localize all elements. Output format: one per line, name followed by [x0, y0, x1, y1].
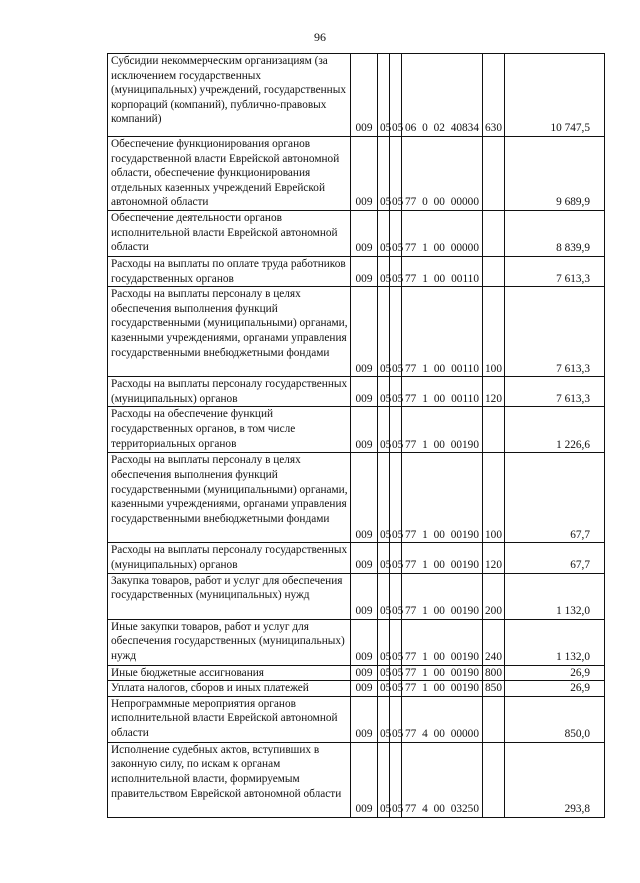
- target-article-code: [402, 407, 483, 453]
- target-article-subprogram: 1: [422, 362, 428, 375]
- expense-name: Уплата налогов, сборов и иных платежей: [108, 681, 351, 697]
- expense-name: Иные бюджетные ассигнования: [108, 665, 351, 681]
- amount: 850,0: [505, 696, 605, 742]
- expense-type-code: 120: [483, 543, 505, 573]
- expense-type-code: [483, 407, 505, 453]
- target-article-code: [402, 377, 483, 407]
- amount: 7 613,3: [505, 377, 605, 407]
- target-article-subprogram: 1: [422, 558, 428, 571]
- target-article-subprogram: 4: [422, 728, 428, 741]
- subsection-code: 05: [390, 696, 402, 742]
- target-article-event: 00: [433, 272, 446, 285]
- section-code: 05: [378, 696, 390, 742]
- target-article-subprogram: 1: [422, 438, 428, 451]
- table-row: [108, 287, 605, 377]
- target-article-direction: 00190: [450, 682, 479, 695]
- amount: 26,9: [505, 681, 605, 697]
- expense-type-code: [483, 742, 505, 817]
- section-code: 05: [378, 54, 390, 137]
- target-article-direction: 00110: [451, 272, 479, 285]
- target-article-event: 02: [433, 122, 445, 135]
- table-row: [108, 619, 605, 665]
- target-article-direction: 00000: [450, 242, 479, 255]
- target-article-event: 00: [433, 392, 446, 405]
- target-article-direction: 00190: [450, 650, 479, 663]
- expense-type-code: 100: [483, 453, 505, 543]
- table-row: [108, 210, 605, 256]
- amount: 10 747,5: [505, 54, 605, 137]
- target-article-program: 77: [405, 362, 417, 375]
- ved-code: 009: [351, 543, 378, 573]
- table-row: [108, 696, 605, 742]
- section-code: 05: [378, 287, 390, 377]
- section-code: 05: [378, 210, 390, 256]
- expense-type-code: 100: [483, 287, 505, 377]
- expense-name: Расходы на выплаты персоналу государственных (муниципальных) органов: [108, 377, 351, 407]
- table-row: [108, 137, 605, 211]
- ved-code: 009: [351, 407, 378, 453]
- target-article-event: 00: [433, 803, 445, 816]
- target-article-program: 77: [405, 604, 417, 617]
- amount: 7 613,3: [505, 287, 605, 377]
- expense-name: Субсидии некоммерческим организациям (за исключением государственных (муниципальных) учреждений, государственных корпораций (компаний), публично-правовых компаний): [108, 54, 351, 137]
- expense-type-code: [483, 256, 505, 286]
- target-article-direction: 00190: [450, 438, 479, 451]
- target-article-code: [402, 696, 483, 742]
- target-article-event: 00: [433, 558, 445, 571]
- section-code: 05: [378, 377, 390, 407]
- target-article-direction: 03250: [450, 803, 479, 816]
- expense-type-code: 200: [483, 573, 505, 619]
- expense-name: Исполнение судебных актов, вступивших в законную силу, по искам к органам исполнительной власти, формируемым правительством Еврейской автономной области: [108, 742, 351, 817]
- table-row: [108, 256, 605, 286]
- ved-code: 009: [351, 256, 378, 286]
- table-row: [108, 681, 605, 697]
- section-code: 05: [378, 256, 390, 286]
- expense-name: Расходы на обеспечение функций государственных органов, в том числе территориальных органов: [108, 407, 351, 453]
- section-code: 05: [378, 543, 390, 573]
- target-article-code: [402, 453, 483, 543]
- target-article-subprogram: 4: [422, 803, 428, 816]
- target-article-direction: 00000: [450, 728, 479, 741]
- expense-type-code: [483, 137, 505, 211]
- ved-code: 009: [351, 287, 378, 377]
- target-article-subprogram: 1: [422, 242, 428, 255]
- ved-code: 009: [351, 742, 378, 817]
- target-article-subprogram: 1: [422, 392, 428, 405]
- section-code: 05: [378, 407, 390, 453]
- expense-type-code: 850: [483, 681, 505, 697]
- subsection-code: 05: [390, 619, 402, 665]
- amount: 1 132,0: [505, 573, 605, 619]
- target-article-subprogram: 1: [422, 528, 428, 541]
- subsection-code: 05: [390, 137, 402, 211]
- expense-type-code: 240: [483, 619, 505, 665]
- target-article-program: 77: [405, 728, 417, 741]
- target-article-code: [402, 742, 483, 817]
- target-article-subprogram: 1: [422, 682, 428, 695]
- expense-name: Закупка товаров, работ и услуг для обеспечения государственных (муниципальных) нужд: [108, 573, 351, 619]
- target-article-direction: 00190: [450, 528, 479, 541]
- target-article-event: 00: [433, 438, 445, 451]
- target-article-event: 00: [433, 666, 445, 679]
- target-article-code: [402, 665, 483, 681]
- expense-name: Расходы на выплаты персоналу государственных (муниципальных) органов: [108, 543, 351, 573]
- section-code: 05: [378, 619, 390, 665]
- ved-code: 009: [351, 54, 378, 137]
- target-article-program: 77: [405, 558, 417, 571]
- target-article-code: [402, 256, 483, 286]
- target-article-subprogram: 0: [422, 196, 428, 209]
- section-code: 05: [378, 453, 390, 543]
- ved-code: 009: [351, 573, 378, 619]
- target-article-code: [402, 681, 483, 697]
- target-article-event: 00: [433, 528, 445, 541]
- section-code: 05: [378, 681, 390, 697]
- section-code: 05: [378, 665, 390, 681]
- target-article-code: [402, 210, 483, 256]
- amount: 1 226,6: [505, 407, 605, 453]
- table-row: [108, 742, 605, 817]
- expense-type-code: 630: [483, 54, 505, 137]
- amount: 67,7: [505, 543, 605, 573]
- section-code: 05: [378, 742, 390, 817]
- expense-name: Непрограммные мероприятия органов исполнительной власти Еврейской автономной области: [108, 696, 351, 742]
- ved-code: 009: [351, 210, 378, 256]
- ved-code: 009: [351, 696, 378, 742]
- target-article-event: 00: [433, 728, 445, 741]
- target-article-program: 77: [405, 666, 417, 679]
- target-article-subprogram: 1: [422, 272, 428, 285]
- expense-name: Обеспечение функционирования органов государственной власти Еврейской автономной области, обеспечение функционирования отдельных казенных учреждений Еврейской автономной области: [108, 137, 351, 211]
- target-article-code: [402, 287, 483, 377]
- expense-type-code: 800: [483, 665, 505, 681]
- subsection-code: 05: [390, 256, 402, 286]
- subsection-code: 05: [390, 377, 402, 407]
- expense-name: Расходы на выплаты по оплате труда работников государственных органов: [108, 256, 351, 286]
- target-article-program: 77: [405, 650, 417, 663]
- subsection-code: 05: [390, 742, 402, 817]
- ved-code: 009: [351, 377, 378, 407]
- target-article-direction: 00000: [450, 196, 479, 209]
- target-article-code: [402, 54, 483, 137]
- target-article-program: 06: [405, 122, 417, 135]
- target-article-subprogram: 1: [422, 650, 428, 663]
- target-article-program: 77: [405, 196, 417, 209]
- page-number: 96: [314, 30, 326, 44]
- target-article-code: [402, 543, 483, 573]
- target-article-code: [402, 137, 483, 211]
- ved-code: 009: [351, 619, 378, 665]
- target-article-program: 77: [405, 803, 417, 816]
- subsection-code: 05: [390, 407, 402, 453]
- budget-table-body: [108, 54, 605, 818]
- target-article-subprogram: 1: [422, 604, 428, 617]
- subsection-code: 05: [390, 681, 402, 697]
- subsection-code: 05: [390, 453, 402, 543]
- target-article-program: 77: [405, 528, 417, 541]
- expense-name: Расходы на выплаты персоналу в целях обеспечения выполнения функций государственными (муниципальными) органами, казенными учреждениями, органами управления государственными внебюджетными фондами: [108, 287, 351, 377]
- ved-code: 009: [351, 453, 378, 543]
- budget-table: [107, 53, 605, 818]
- amount: 9 689,9: [505, 137, 605, 211]
- table-row: [108, 665, 605, 681]
- target-article-direction: 00110: [451, 392, 479, 405]
- subsection-code: 05: [390, 573, 402, 619]
- target-article-code: [402, 573, 483, 619]
- section-code: 05: [378, 573, 390, 619]
- target-article-event: 00: [433, 362, 446, 375]
- target-article-event: 00: [433, 682, 445, 695]
- subsection-code: 05: [390, 287, 402, 377]
- target-article-event: 00: [433, 196, 445, 209]
- section-code: 05: [378, 137, 390, 211]
- target-article-code: [402, 619, 483, 665]
- target-article-event: 00: [433, 604, 445, 617]
- expense-name: Обеспечение деятельности органов исполнительной власти Еврейской автономной области: [108, 210, 351, 256]
- target-article-subprogram: 0: [422, 122, 428, 135]
- amount: 26,9: [505, 665, 605, 681]
- ved-code: 009: [351, 665, 378, 681]
- expense-name: Иные закупки товаров, работ и услуг для обеспечения государственных (муниципальных) нужд: [108, 619, 351, 665]
- table-row: [108, 407, 605, 453]
- target-article-direction: 00190: [450, 666, 479, 679]
- subsection-code: 05: [390, 543, 402, 573]
- amount: 7 613,3: [505, 256, 605, 286]
- target-article-event: 00: [433, 242, 445, 255]
- target-article-subprogram: 1: [422, 666, 428, 679]
- amount: 67,7: [505, 453, 605, 543]
- target-article-direction: 40834: [450, 122, 479, 135]
- target-article-program: 77: [405, 392, 417, 405]
- target-article-direction: 00190: [450, 604, 479, 617]
- ved-code: 009: [351, 137, 378, 211]
- expense-type-code: [483, 696, 505, 742]
- subsection-code: 05: [390, 665, 402, 681]
- amount: 1 132,0: [505, 619, 605, 665]
- amount: 293,8: [505, 742, 605, 817]
- target-article-event: 00: [433, 650, 445, 663]
- expense-name: Расходы на выплаты персоналу в целях обеспечения выполнения функций государственными (муниципальными) органами, казенными учреждениями, органами управления государственными внебюджетными фондами: [108, 453, 351, 543]
- target-article-program: 77: [405, 272, 417, 285]
- table-row: [108, 54, 605, 137]
- target-article-direction: 00190: [450, 558, 479, 571]
- table-row: [108, 377, 605, 407]
- table-row: [108, 453, 605, 543]
- subsection-code: 05: [390, 54, 402, 137]
- target-article-program: 77: [405, 682, 417, 695]
- target-article-program: 77: [405, 438, 417, 451]
- amount: 8 839,9: [505, 210, 605, 256]
- target-article-direction: 00110: [451, 362, 479, 375]
- expense-type-code: 120: [483, 377, 505, 407]
- table-row: [108, 543, 605, 573]
- table-row: [108, 573, 605, 619]
- ved-code: 009: [351, 681, 378, 697]
- target-article-program: 77: [405, 242, 417, 255]
- subsection-code: 05: [390, 210, 402, 256]
- expense-type-code: [483, 210, 505, 256]
